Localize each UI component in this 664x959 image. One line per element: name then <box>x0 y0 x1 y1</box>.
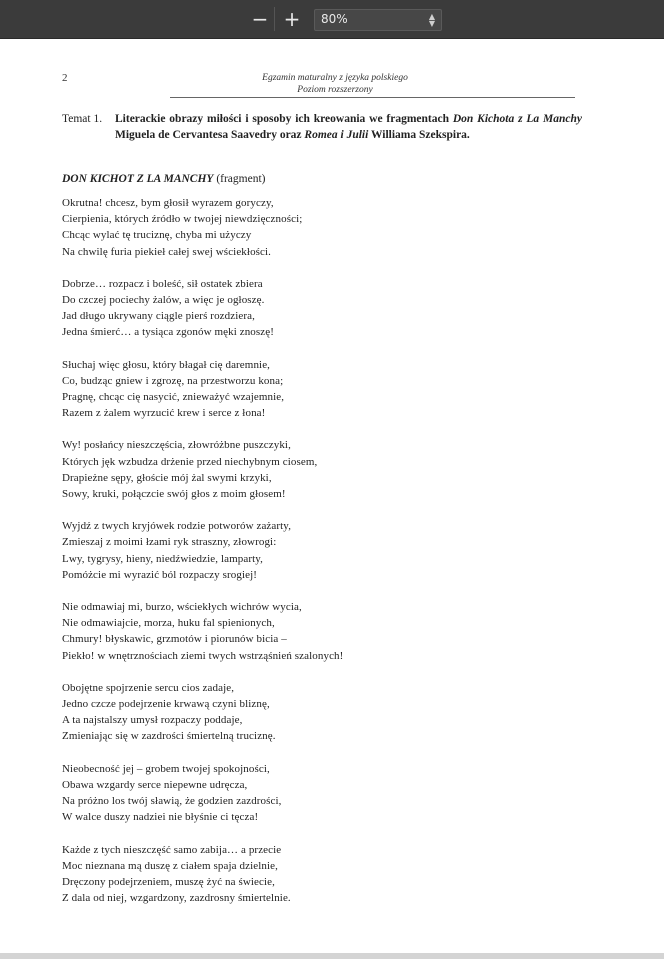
select-arrows-icon: ▲ ▼ <box>428 12 435 28</box>
poem-line: Nieobecność jej – grobem twojej spokojności, <box>62 762 270 775</box>
poem-line: Których jęk wzbudza drżenie przed niechybnym ciosem, <box>62 455 318 468</box>
poem-line: Jedno czcze podejrzenie krwawą czyni bliznę, <box>62 698 270 711</box>
poem-line: Jad długo ukrywany ciągle pierś rozdziera, <box>62 310 255 323</box>
poem-stanza <box>62 680 542 745</box>
topic-text-part: Williama Szekspira. <box>368 129 470 141</box>
topic-work-title: Don Kichota z La Manchy <box>452 113 582 125</box>
poem-line: Do czczej pociechy żalów, a więc je ogłoszę. <box>62 294 265 307</box>
poem-line: Obawa wzgardy serce niepewne udręcza, <box>62 778 248 791</box>
topic-label: Temat 1. <box>62 113 103 125</box>
poem-line: Na chwilę furia piekieł całej swej wściekłości. <box>62 245 272 258</box>
poem-line: Lwy, tygrysy, hieny, niedźwiedzie, lamparty, <box>62 552 264 565</box>
poem-text <box>62 195 542 922</box>
poem-line: Okrutna! chcesz, bym głosił wyrazem goryczy, <box>62 197 274 209</box>
poem-stanza <box>62 599 542 664</box>
topic-text <box>115 111 582 143</box>
poem-line: W walce duszy nadziei nie błyśnie ci tęcza! <box>62 811 259 824</box>
poem-stanza <box>62 276 542 341</box>
poem-line: Jedna śmierć… a tysiąca zgonów męki znoszę! <box>62 326 274 339</box>
poem-stanza <box>62 518 542 583</box>
pdf-toolbar <box>0 0 664 39</box>
poem-line: Pomóżcie mi wyrazić ból rozpaczy srogiej! <box>62 568 257 581</box>
poem-line: Zmieszaj z moimi łzami ryk straszny, złowrogi: <box>62 536 277 549</box>
poem-line: Pragnę, chcąc cię nasycić, znieważyć wzajemnie, <box>62 391 285 404</box>
header-divider <box>170 97 575 98</box>
poem-line: Zmieniając się w zazdrości śmiertelną truciznę. <box>62 730 276 743</box>
poem-line: Na próżno los twój sławią, że godzien zazdrości, <box>62 795 282 808</box>
topic-text-part: Miguela de Cervantesa Saavedry oraz <box>115 129 305 141</box>
zoom-in-button[interactable]: + <box>283 7 301 31</box>
poem-line: Dręczony podejrzeniem, muszę żyć na świecie, <box>62 875 275 888</box>
poem-line: Wyjdź z twych kryjówek rodzie potworów zażarty, <box>62 520 292 533</box>
topic-work-title: Romea i Julii <box>304 129 369 141</box>
poem-stanza <box>62 437 542 502</box>
poem-line: Dobrze… rozpacz i boleść, sił ostatek zbiera <box>62 277 263 290</box>
poem-stanza <box>62 761 542 826</box>
excerpt-title <box>62 173 265 185</box>
poem-line: Sowy, kruki, połączcie swój głos z moim głosem! <box>62 488 286 501</box>
poem-line: Słuchaj więc głosu, który błagał cię daremnie, <box>62 358 271 371</box>
poem-line: Z dala od niej, wzgardzony, zazdrosny śmiertelnie. <box>62 892 291 905</box>
poem-stanza <box>62 842 542 907</box>
poem-line: Nie odmawiajcie, morza, huku fal spienionych, <box>62 617 275 630</box>
page-header <box>130 72 540 96</box>
zoom-value: 80% <box>321 12 348 26</box>
topic-text-part: Literackie obrazy miłości i sposoby ich kreowania we fragmentach <box>115 113 453 125</box>
zoom-select[interactable] <box>314 9 442 31</box>
excerpt-work-title: DON KICHOT Z LA MANCHY <box>62 173 214 185</box>
poem-line: Razem z żalem wyrzucić krew i serce z łona! <box>62 407 266 420</box>
poem-line: Cierpienia, których źródło w twojej niewdzięczności; <box>62 213 303 226</box>
poem-line: A ta najstalszy umysł rozpaczy poddaje, <box>62 714 243 727</box>
poem-line: Moc nieznana mą duszę z ciałem spaja dzielnie, <box>62 859 278 872</box>
poem-stanza <box>62 357 542 422</box>
poem-line: Piekło! w wnętrznościach ziemi twych wstrząśnień szalonych! <box>62 649 344 662</box>
poem-line: Obojętne spojrzenie sercu cios zadaje, <box>62 681 235 694</box>
poem-stanza <box>62 195 542 260</box>
poem-line: Chmury! błyskawic, grzmotów i piorunów bicia – <box>62 633 287 646</box>
document-page <box>0 39 664 953</box>
header-level: Poziom rozszerzony <box>297 85 373 95</box>
poem-line: Wy! posłańcy nieszczęścia, złowróżbne puszczyki, <box>62 439 291 452</box>
poem-line: Drapieżne sępy, głoście mój żal swymi krzyki, <box>62 471 272 484</box>
zoom-out-button[interactable]: − <box>246 7 275 31</box>
excerpt-note: (fragment) <box>213 173 266 185</box>
poem-line: Nie odmawiaj mi, burzo, wściekłych wichrów wycia, <box>62 601 302 614</box>
viewer-bottom-edge <box>0 953 664 959</box>
poem-line: Chcąc wylać tę truciznę, chyba mi użyczy <box>62 229 252 242</box>
poem-line: Każde z tych nieszczęść samo zabija… a przecie <box>62 843 282 856</box>
page-number: 2 <box>62 72 68 84</box>
header-exam-title: Egzamin maturalny z języka polskiego <box>262 73 408 83</box>
poem-line: Co, budząc gniew i zgrozę, na przestworzu kona; <box>62 374 284 387</box>
